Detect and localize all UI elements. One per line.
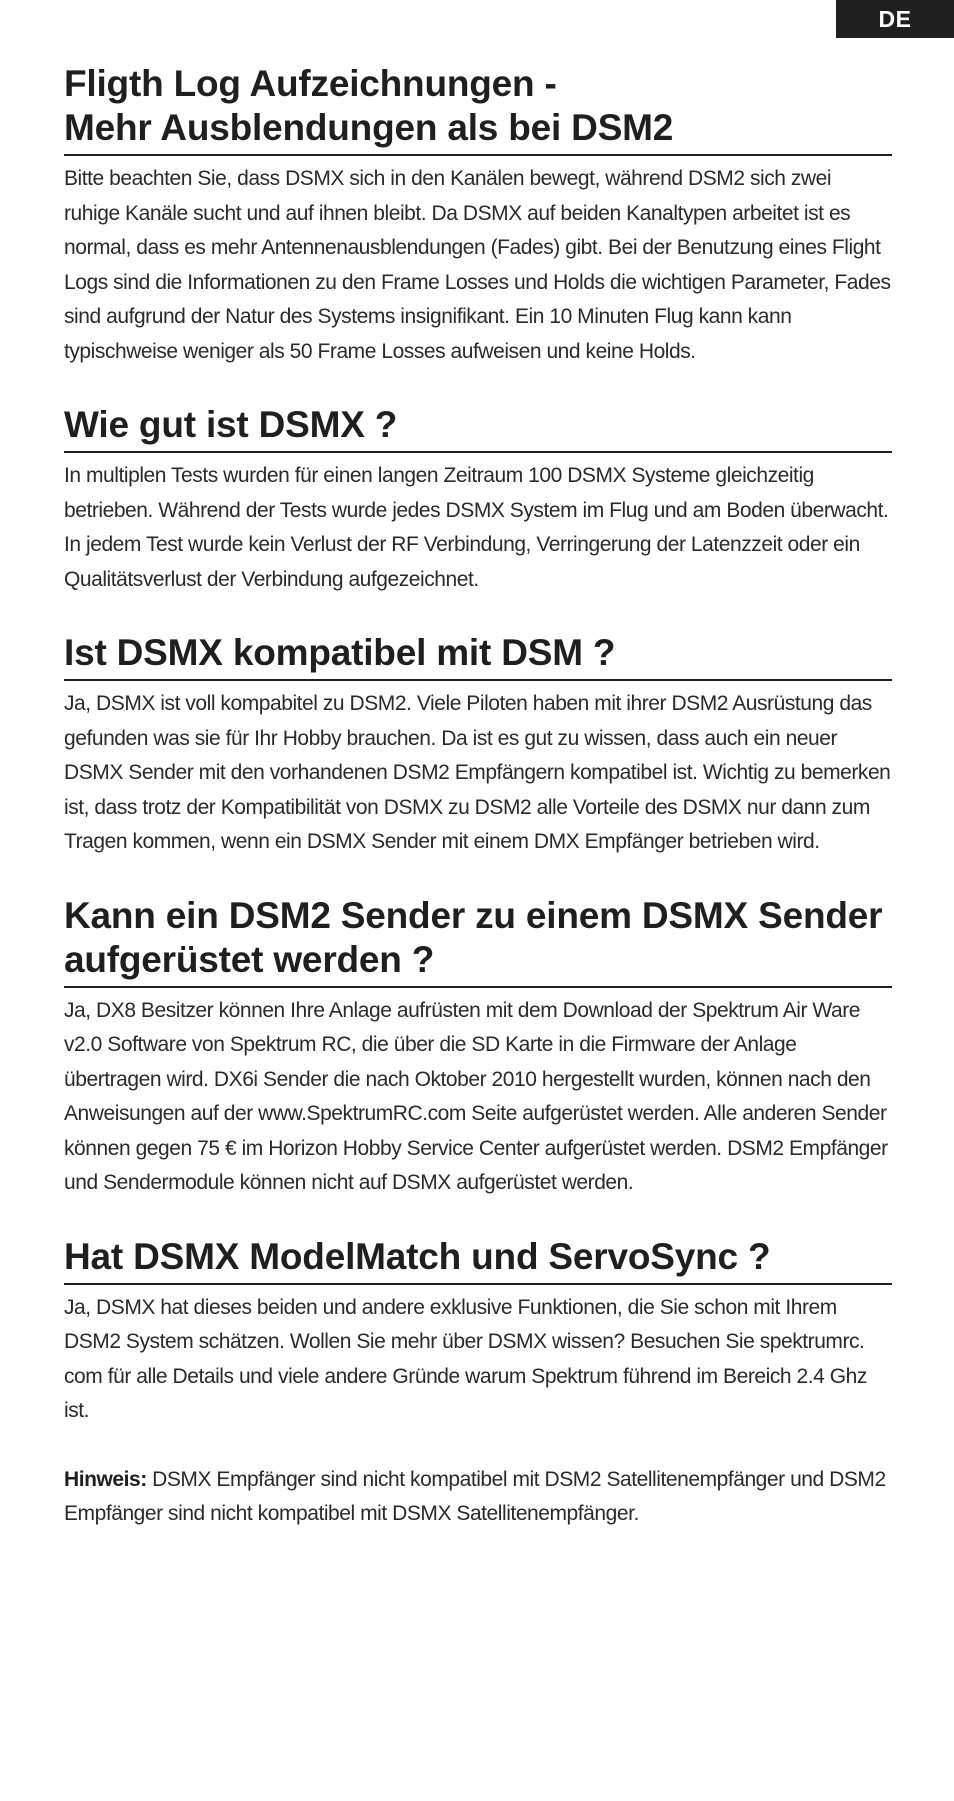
section-body: Ja, DX8 Besitzer können Ihre Anlage aufrüsten mit dem Download der Spektrum Air Ware v2.0 Software von Spektrum RC, die über die SD Karte in die Firmware der Anlage übertragen wird. DX6i Sender die nach Oktober 2010 hergestellt wurden, können nach den Anweisungen auf der www.SpektrumRC.com Seite aufgerüstet werden. Alle anderen Sender können gegen 75 € im Horizon Hobby Service Center aufgerüstet werden. DSM2 Empfänger und Sendermodule können nicht auf DSMX aufgerüstet werden.: [64, 998, 888, 1194]
section-body: In multiplen Tests wurden für einen langen Zeitraum 100 DSMX Systeme gleichzeitig betrieben. Während der Tests wurde jedes DSMX System im Flug und am Boden überwacht. In jedem Test wurde kein Verlust der RF Verbindung, Verringerung der Latenzzeit oder ein Qualitätsverlust der Verbindung aufgezeichnet.: [64, 464, 889, 591]
section-body: Ja, DSMX ist voll kompabitel zu DSM2. Viele Piloten haben mit ihrer DSM2 Ausrüstung das gefunden was sie für Ihr Hobby brauchen. Da ist es gut zu wissen, dass auch ein neuer DSMX Sender mit den vorhandenen DSM2 Empfängern kompatibel ist. Wichtig zu bemerken ist, dass trotz der Kompatibilität von DSMX zu DSM2 alle Vorteile des DSMX nur dann zum Tragen kommen, wenn ein DSMX Sender mit einem DMX Empfänger betrieben wird.: [64, 692, 891, 853]
section-aufruesten: [64, 894, 892, 1201]
section-modelmatch: [64, 1235, 892, 1429]
heading-line: Kann ein DSM2 Sender zu einem DSMX Sender: [64, 894, 883, 936]
section-wie-gut: [64, 403, 892, 597]
section-heading: [64, 1235, 892, 1285]
section-body: Bitte beachten Sie, dass DSMX sich in den Kanälen bewegt, während DSM2 sich zwei ruhige Kanäle sucht und auf ihnen bleibt. Da DSMX auf beiden Kanaltypen arbeitet ist es normal, dass es mehr Antennenausblendungen (Fades) gibt. Bei der Benutzung eines Flight Logs sind die Informationen zu den Frame Losses und Holds die wichtigen Parameter, Fades sind aufgrund der Natur des Systems insignifikant. Ein 10 Minuten Flug kann kann typischweise weniger als 50 Frame Losses aufweisen und keine Holds.: [64, 167, 891, 363]
heading-line: Hat DSMX ModelMatch und ServoSync ?: [64, 1235, 771, 1277]
page-content: [64, 62, 892, 1532]
heading-line: Ist DSMX kompatibel mit DSM ?: [64, 632, 616, 673]
heading-line: Mehr Ausblendungen als bei DSM2: [64, 107, 674, 148]
section-heading: [64, 631, 892, 681]
section-heading: [64, 62, 892, 156]
section-kompatibel: [64, 631, 892, 860]
language-tab: DE: [836, 0, 954, 38]
section-heading: [64, 894, 892, 988]
note-label: Hinweis:: [64, 1467, 147, 1491]
heading-line: Fligth Log Aufzeichnungen -: [64, 63, 557, 104]
heading-line: Wie gut ist DSMX ?: [64, 404, 398, 445]
section-heading: [64, 403, 892, 453]
heading-line: aufgerüstet werden ?: [64, 938, 435, 980]
note-text: DSMX Empfänger sind nicht kompatibel mit DSM2 Satellitenempfänger und DSM2 Empfänger sind nicht kompatibel mit DSMX Satellitenempfänger.: [64, 1467, 886, 1525]
section-body: Ja, DSMX hat dieses beiden und andere exklusive Funktionen, die Sie schon mit Ihrem DSM2 System schätzen. Wollen Sie mehr über DSMX wissen? Besuchen Sie spektrumrc. com für alle Details und viele andere Gründe warum Spektrum führend im Bereich 2.4 Ghz ist.: [64, 1295, 867, 1422]
section-flight-log: [64, 62, 892, 369]
note-paragraph: [64, 1463, 892, 1532]
